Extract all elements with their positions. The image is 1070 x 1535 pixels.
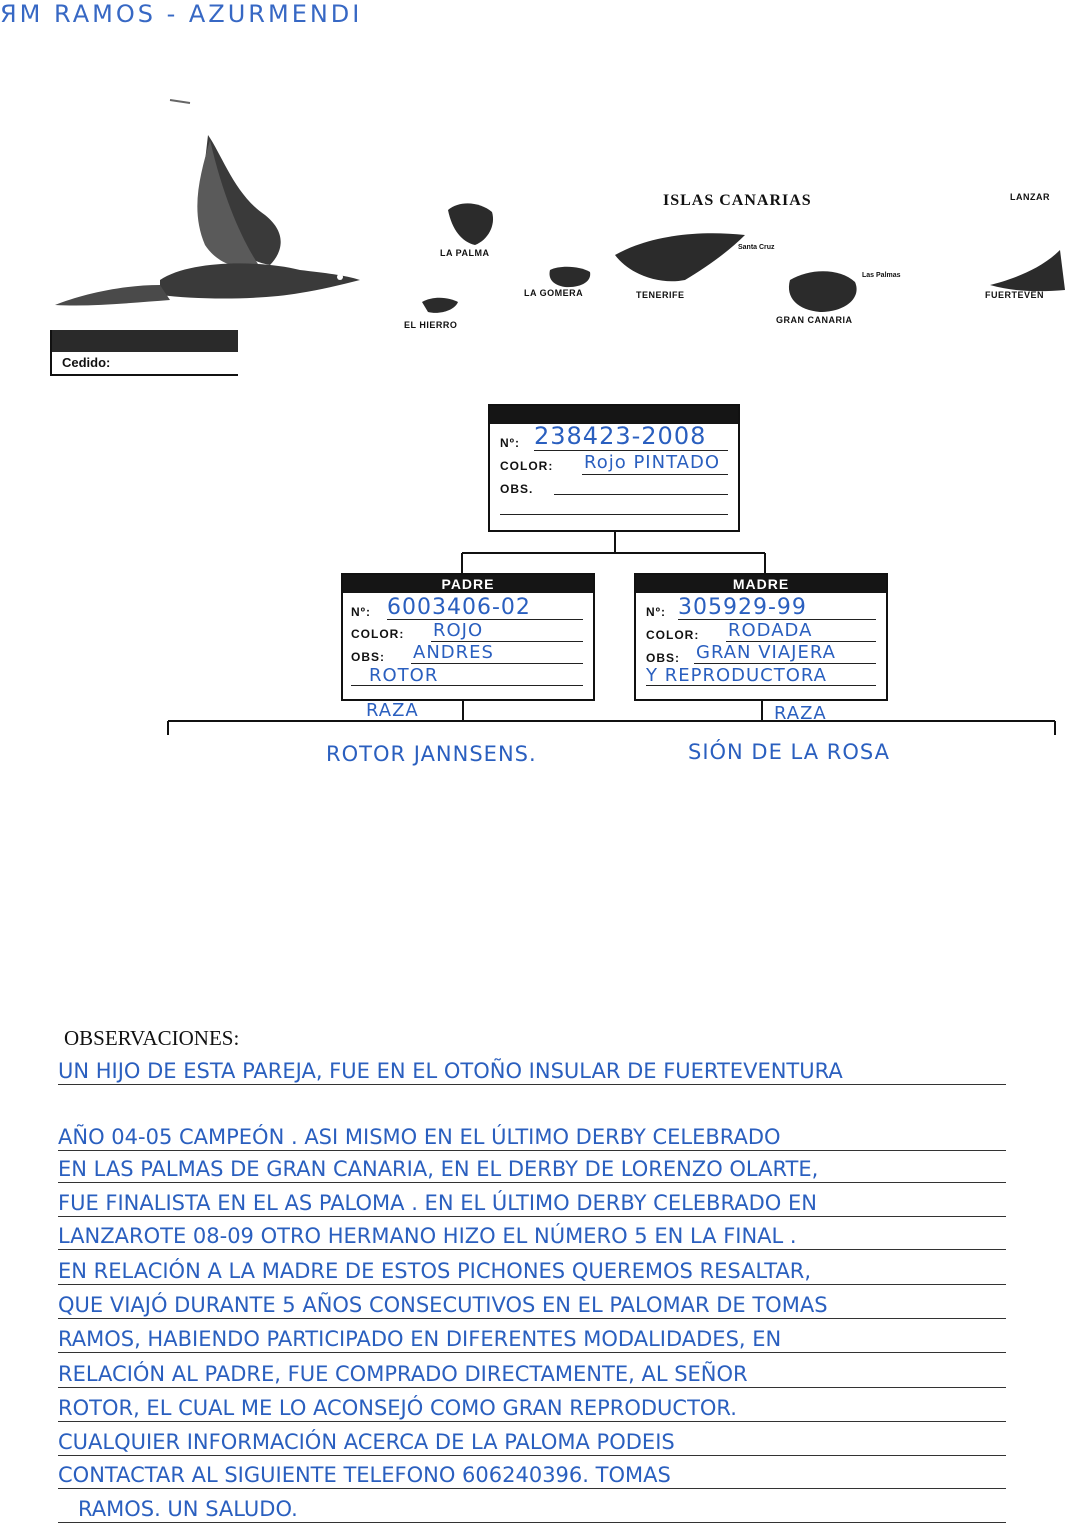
father-obs-label: OBS: — [351, 650, 385, 664]
island-label-gran-canaria: GRAN CANARIA — [776, 315, 853, 325]
observation-line-13: RAMOS. UN SALUDO. — [78, 1497, 298, 1521]
father-obs-underline-1 — [411, 663, 583, 664]
observation-line-3: EN LAS PALMAS DE GRAN CANARIA, EN EL DERBY DE LORENZO OLARTE, — [58, 1157, 819, 1181]
pigeon-number-underline — [534, 450, 728, 451]
father-number-underline — [387, 619, 583, 620]
observation-rule-6 — [58, 1284, 1006, 1285]
mother-obs-line-2: Y REPRODUCTORA — [646, 665, 827, 686]
father-breed-label: RAZA — [366, 700, 419, 721]
father-obs-line-2: ROTOR — [369, 665, 439, 686]
mother-obs-line-1: GRAN VIAJERA — [696, 642, 836, 663]
observation-rule-9 — [58, 1387, 1006, 1388]
father-obs-line-1: ANDRES — [413, 642, 494, 663]
pigeon-color-value: Rojo PINTADO — [584, 452, 721, 473]
observation-line-6: EN RELACIÓN A LA MADRE DE ESTOS PICHONES QUEREMOS RESALTAR, — [58, 1259, 812, 1283]
observation-rule-2 — [58, 1150, 1006, 1151]
pigeon-obs-label: OBS. — [500, 482, 534, 496]
father-obs-underline-2 — [351, 685, 583, 686]
observation-rule-8 — [58, 1352, 1006, 1353]
pigeon-illustration — [40, 95, 380, 325]
father-number-label: Nº: — [351, 605, 372, 619]
mother-number-label: Nº: — [646, 605, 667, 619]
cedido-header-bar — [52, 330, 238, 352]
pigeon-color-underline — [582, 474, 728, 475]
mother-color-value: RODADA — [728, 620, 813, 641]
father-color-value: ROJO — [433, 620, 484, 641]
header-handwritten-name: ЯM RAMOS - AZURMENDI — [0, 0, 363, 28]
observation-line-5: LANZAROTE 08-09 OTRO HERMANO HIZO EL NÚMERO 5 EN LA FINAL . — [58, 1224, 797, 1248]
pigeon-card — [488, 404, 740, 532]
pigeon-obs-underline-2 — [500, 514, 728, 515]
mother-card-header: MADRE — [636, 575, 886, 593]
mother-obs-label: OBS: — [646, 651, 680, 665]
observation-rule-7 — [58, 1318, 1006, 1319]
pigeon-number-value: 238423-2008 — [534, 422, 707, 450]
observation-rule-12 — [58, 1488, 1006, 1489]
city-label-santa-cruz: Santa Cruz — [738, 244, 775, 251]
observation-line-1: UN HIJO DE ESTA PAREJA, FUE EN EL OTOÑO INSULAR DE FUERTEVENTURA — [58, 1059, 843, 1083]
mother-color-label: COLOR: — [646, 628, 700, 642]
observation-rule-3 — [58, 1182, 1006, 1183]
observation-rule-10 — [58, 1421, 1006, 1422]
pigeon-number-label: Nº: — [500, 436, 521, 450]
observation-line-2: AÑO 04-05 CAMPEÓN . ASI MISMO EN EL ÚLTIMO DERBY CELEBRADO — [58, 1125, 781, 1149]
father-breed-value: ROTOR JANNSENS. — [326, 742, 537, 766]
observation-rule-1 — [58, 1084, 1006, 1085]
island-label-el-hierro: EL HIERRO — [404, 320, 458, 330]
cedido-box — [50, 330, 238, 376]
observation-rule-5 — [58, 1249, 1006, 1250]
observation-line-8: RAMOS, HABIENDO PARTICIPADO EN DIFERENTES MODALIDADES, EN — [58, 1327, 782, 1351]
island-label-la-palma: LA PALMA — [440, 248, 490, 258]
father-number-value: 6003406-02 — [387, 595, 531, 620]
island-label-lanzarote: LANZAR — [1010, 192, 1050, 202]
cedido-label: Cedido: — [62, 355, 111, 370]
observation-rule-13 — [58, 1522, 1006, 1523]
mother-obs-underline-2 — [646, 685, 876, 686]
pigeon-obs-underline-1 — [554, 494, 728, 495]
father-card-header: PADRE — [343, 575, 593, 593]
pigeon-color-label: COLOR: — [500, 459, 554, 473]
island-label-la-gomera: LA GOMERA — [524, 288, 584, 298]
mother-number-value: 305929-99 — [678, 595, 807, 620]
observation-rule-11 — [58, 1455, 1006, 1456]
canary-islands-map — [400, 190, 1070, 340]
mother-breed-value: SIÓN DE LA ROSA — [688, 740, 890, 764]
island-label-tenerife: TENERIFE — [636, 290, 685, 300]
observation-line-4: FUE FINALISTA EN EL AS PALOMA . EN EL ÚLTIMO DERBY CELEBRADO EN — [58, 1191, 817, 1215]
observation-line-9: RELACIÓN AL PADRE, FUE COMPRADO DIRECTAMENTE, AL SEÑOR — [58, 1362, 748, 1386]
city-label-las-palmas: Las Palmas — [862, 272, 901, 279]
father-color-label: COLOR: — [351, 627, 405, 641]
mother-card — [634, 573, 888, 701]
observation-line-12: CONTACTAR AL SIGUIENTE TELEFONO 606240396. TOMAS — [58, 1463, 671, 1487]
father-card — [341, 573, 595, 701]
observations-title: OBSERVACIONES: — [64, 1026, 240, 1050]
observation-line-7: QUE VIAJÓ DURANTE 5 AÑOS CONSECUTIVOS EN EL PALOMAR DE TOMAS — [58, 1293, 828, 1317]
mother-breed-label: RAZA — [774, 703, 827, 724]
island-label-fuerteventura: FUERTEVEN — [985, 290, 1045, 300]
observation-line-11: CUALQUIER INFORMACIÓN ACERCA DE LA PALOMA PODEIS — [58, 1430, 675, 1454]
observation-line-10: ROTOR, EL CUAL ME LO ACONSEJÓ COMO GRAN REPRODUCTOR. — [58, 1396, 737, 1420]
map-title: ISLAS CANARIAS — [663, 192, 812, 209]
observation-rule-4 — [58, 1216, 1006, 1217]
mother-obs-underline-1 — [694, 663, 876, 664]
